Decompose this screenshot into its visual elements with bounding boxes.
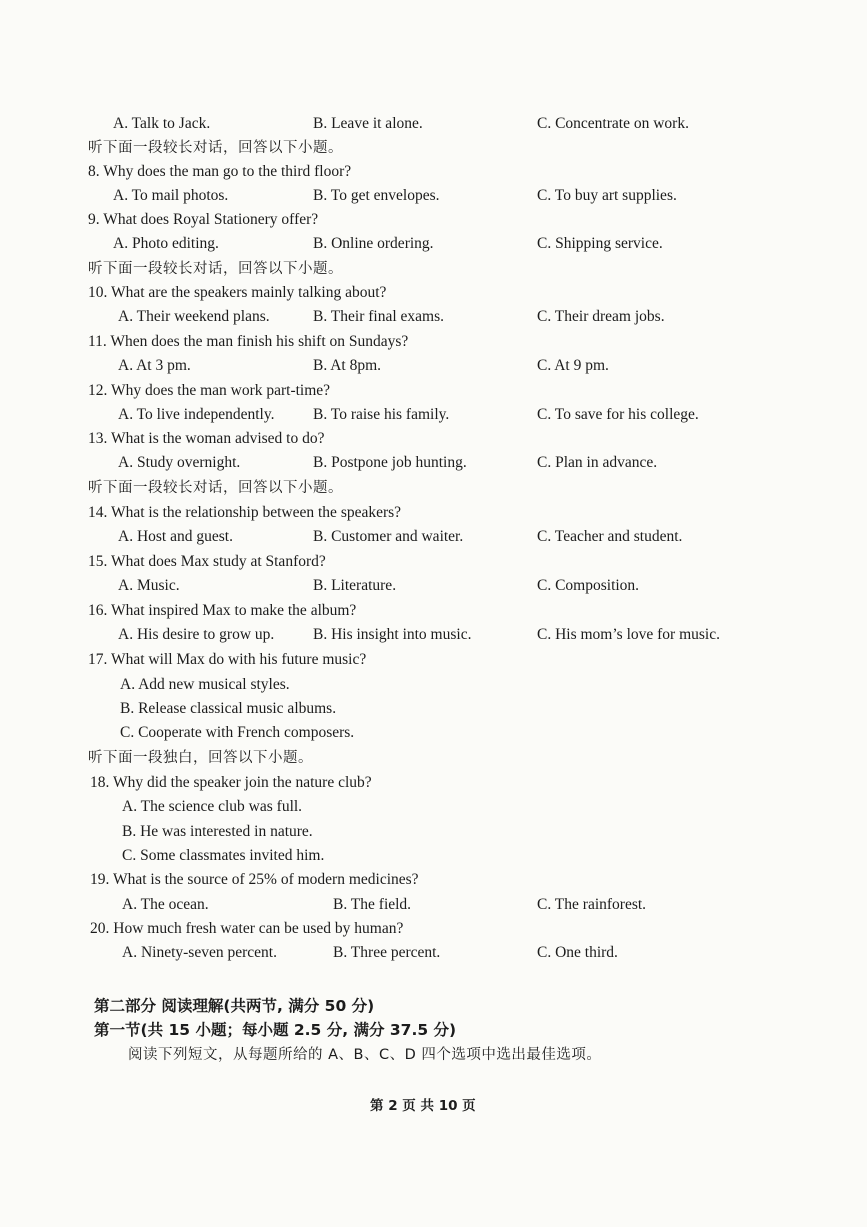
option-b: B. The field. xyxy=(333,896,412,913)
option-c: C. At 9 pm. xyxy=(537,357,609,374)
option-c: C. Some classmates invited him. xyxy=(122,847,325,864)
question-stem: 17. What will Max do with his future music? xyxy=(88,651,367,668)
question-options xyxy=(0,354,867,378)
option-c: C. One third. xyxy=(537,944,618,961)
option-a: A. Their weekend plans. xyxy=(118,308,270,325)
option-a: A. Music. xyxy=(118,577,180,594)
question-options xyxy=(0,941,867,965)
q7-options xyxy=(0,112,867,136)
question-option xyxy=(0,820,867,844)
option-a: A. The science club was full. xyxy=(122,798,303,815)
option-c: C. Composition. xyxy=(537,577,640,594)
option-c: C. To save for his college. xyxy=(537,406,699,423)
option-c: C. Concentrate on work. xyxy=(537,115,689,132)
option-c: C. Cooperate with French composers. xyxy=(120,724,355,741)
option-c: C. The rainforest. xyxy=(537,896,647,913)
option-b: B. Literature. xyxy=(313,577,397,594)
option-a: A. Photo editing. xyxy=(113,235,219,252)
option-b: B. Their final exams. xyxy=(313,308,445,325)
option-c: C. Their dream jobs. xyxy=(537,308,665,325)
option-a: A. Add new musical styles. xyxy=(120,676,290,693)
listening-instruction: 听下面一段较长对话，回答以下小题。 xyxy=(88,261,343,277)
option-a: A. His desire to grow up. xyxy=(118,626,275,643)
question-options xyxy=(0,574,867,598)
question-option xyxy=(0,697,867,721)
option-b: B. Customer and waiter. xyxy=(313,528,464,545)
option-a: A. At 3 pm. xyxy=(118,357,191,374)
question-options xyxy=(0,184,867,208)
question-stem: 19. What is the source of 25% of modern medicines? xyxy=(90,871,419,888)
question-options xyxy=(0,623,867,647)
question-stem: 8. Why does the man go to the third floor? xyxy=(88,163,352,180)
option-c: C. Plan in advance. xyxy=(537,454,658,471)
question-option xyxy=(0,844,867,868)
question-options xyxy=(0,525,867,549)
question-stem: 12. Why does the man work part-time? xyxy=(88,382,331,399)
question-options xyxy=(0,305,867,329)
option-b: B. Leave it alone. xyxy=(313,115,423,132)
option-a: A. Ninety-seven percent. xyxy=(122,944,277,961)
option-b: B. Three percent. xyxy=(333,944,441,961)
question-option xyxy=(0,795,867,819)
question-option xyxy=(0,673,867,697)
question-stem: 10. What are the speakers mainly talking about? xyxy=(88,284,387,301)
option-c: C. Shipping service. xyxy=(537,235,663,252)
listening-instruction: 听下面一段独白，回答以下小题。 xyxy=(88,750,313,766)
question-stem: 11. When does the man finish his shift on Sundays? xyxy=(88,333,409,350)
option-a: A. Study overnight. xyxy=(118,454,241,471)
option-b: B. To get envelopes. xyxy=(313,187,440,204)
option-a: A. Host and guest. xyxy=(118,528,233,545)
option-c: C. To buy art supplies. xyxy=(537,187,677,204)
option-b: B. To raise his family. xyxy=(313,406,450,423)
option-b: B. Postpone job hunting. xyxy=(313,454,467,471)
option-b: B. Online ordering. xyxy=(313,235,434,252)
question-stem: 16. What inspired Max to make the album? xyxy=(88,602,357,619)
question-options xyxy=(0,232,867,256)
option-a: A. Talk to Jack. xyxy=(113,115,211,132)
option-b: B. Release classical music albums. xyxy=(120,700,337,717)
question-stem: 13. What is the woman advised to do? xyxy=(88,430,325,447)
question-stem: 18. Why did the speaker join the nature club? xyxy=(90,774,372,791)
listening-instruction: 听下面一段较长对话，回答以下小题。 xyxy=(88,140,343,156)
question-options xyxy=(0,451,867,475)
question-stem: 9. What does Royal Stationery offer? xyxy=(88,211,319,228)
page-number: 第 2 页 共 10 页 xyxy=(370,1098,476,1114)
question-option xyxy=(0,721,867,745)
option-b: B. He was interested in nature. xyxy=(122,823,313,840)
reading-instruction: 阅读下列短文，从每题所给的 A、B、C、D 四个选项中选出最佳选项。 xyxy=(128,1047,602,1063)
option-b: B. At 8pm. xyxy=(313,357,382,374)
question-stem: 14. What is the relationship between the speakers? xyxy=(88,504,402,521)
option-c: C. Teacher and student. xyxy=(537,528,683,545)
option-a: A. To live independently. xyxy=(118,406,275,423)
question-stem: 20. How much fresh water can be used by human? xyxy=(90,920,404,937)
listening-instruction: 听下面一段较长对话，回答以下小题。 xyxy=(88,480,343,496)
subsection-heading: 第一节(共 15 小题；每小题 2.5 分, 满分 37.5 分) xyxy=(94,1021,457,1039)
option-a: A. The ocean. xyxy=(122,896,209,913)
question-stem: 15. What does Max study at Stanford? xyxy=(88,553,326,570)
question-options xyxy=(0,893,867,917)
option-c: C. His mom’s love for music. xyxy=(537,626,720,643)
option-a: A. To mail photos. xyxy=(113,187,229,204)
section-heading: 第二部分 阅读理解(共两节, 满分 50 分) xyxy=(94,997,375,1015)
option-b: B. His insight into music. xyxy=(313,626,472,643)
question-options xyxy=(0,403,867,427)
